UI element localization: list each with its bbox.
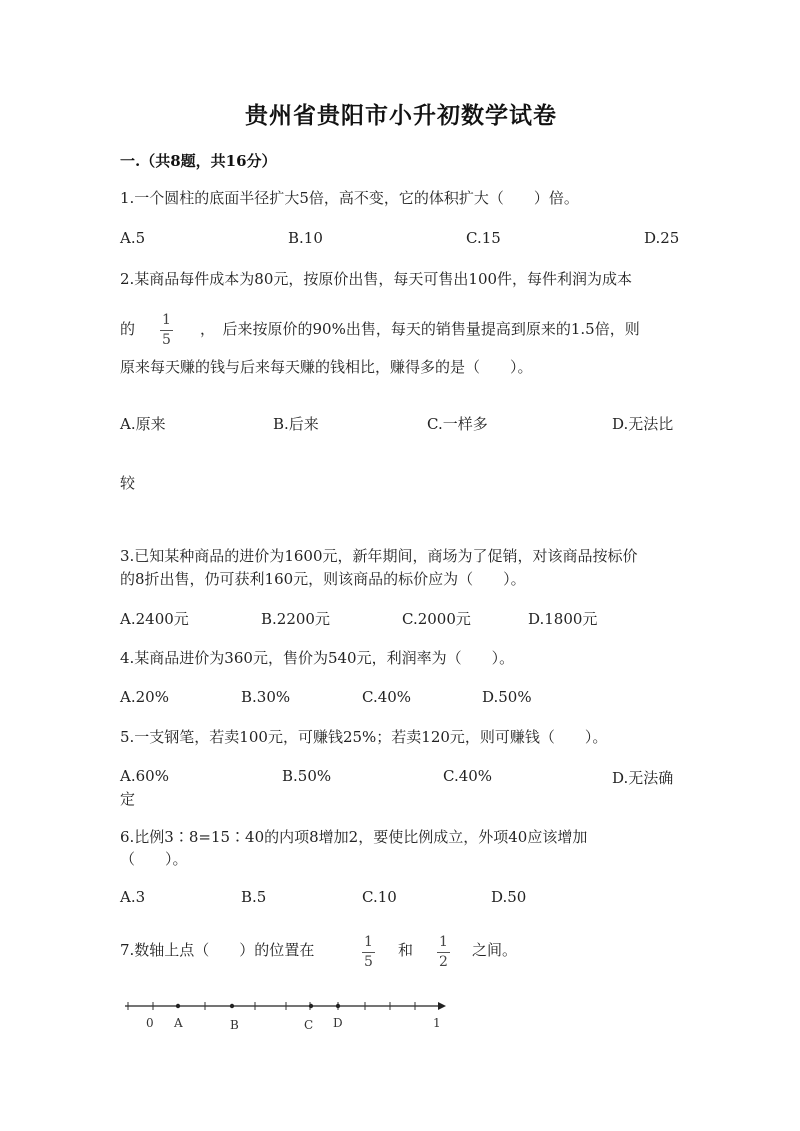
q4-option-c: C.40% — [362, 688, 412, 706]
q3-option-a: A.2400元 — [120, 610, 189, 628]
q2-fraction-denominator: 5 — [162, 332, 171, 348]
page-title: 贵州省贵阳市小升初数学试卷 — [245, 102, 557, 129]
q4-option-b: B.30% — [241, 688, 291, 706]
label-zero: 0 — [146, 1016, 154, 1030]
question-6-line1: 6.比例3∶8=15∶40的内项8增加2，要使比例成立，外项40应该增加 — [120, 828, 588, 846]
q6-option-c: C.10 — [362, 888, 397, 906]
question-1-text: 1.一个圆柱的底面半径扩大5倍，高不变，它的体积扩大（ ）倍。 — [120, 189, 579, 207]
number-line — [120, 990, 460, 1035]
fraction-bar — [437, 952, 450, 953]
question-2-line2-pre: 的 — [120, 320, 136, 338]
label-one: 1 — [433, 1016, 441, 1030]
number-line-arrow — [438, 1002, 446, 1010]
q7-fraction-2 — [437, 934, 450, 971]
question-3-line2: 的8折出售，仍可获利160元，则该商品的标价应为（ ）。 — [120, 570, 526, 588]
question-2-line2-post: ， 后来按原价的90%出售，每天的销售量提高到原来的1.5倍，则 — [200, 320, 640, 338]
q7-fraction-1-numerator: 1 — [364, 934, 373, 950]
q5-option-b: B.50% — [282, 767, 332, 785]
q2-option-d: D.无法比 — [612, 415, 674, 433]
q3-option-d: D.1800元 — [528, 610, 598, 628]
q7-fraction-2-denominator: 2 — [439, 954, 448, 970]
question-4-text: 4.某商品进价为360元，售价为540元，利润率为（ ）。 — [120, 649, 515, 667]
q4-option-d: D.50% — [482, 688, 532, 706]
point-c-dot — [309, 1004, 313, 1008]
label-d: D — [333, 1016, 343, 1030]
label-b: B — [230, 1018, 239, 1032]
q1-option-a: A.5 — [120, 229, 146, 247]
q6-option-d: D.50 — [491, 888, 527, 906]
question-2-line1: 2.某商品每件成本为80元，按原价出售，每天可售出100件，每件利润为成本 — [120, 270, 633, 288]
label-c: C — [304, 1018, 314, 1032]
question-7-post: 之间。 — [472, 941, 518, 959]
q7-fraction-1 — [362, 934, 375, 971]
q2-fraction — [160, 312, 173, 349]
q7-fraction-1-denominator: 5 — [364, 954, 373, 970]
point-d-dot — [336, 1004, 340, 1008]
q7-fraction-2-numerator: 1 — [439, 934, 448, 950]
point-b-dot — [230, 1004, 234, 1008]
section-heading: 一.（共8题，共16分） — [120, 152, 277, 170]
q1-option-c: C.15 — [466, 229, 501, 247]
q5-option-c: C.40% — [443, 767, 493, 785]
question-3-line1: 3.已知某种商品的进价为1600元，新年期间，商场为了促销，对该商品按标价 — [120, 547, 638, 565]
question-7-mid: 和 — [398, 941, 414, 959]
q2-option-d-wrap: 较 — [120, 474, 136, 492]
q5-option-d: D.无法确 — [612, 769, 674, 787]
question-2-line3: 原来每天赚的钱与后来每天赚的钱相比，赚得多的是（ ）。 — [120, 358, 533, 376]
q5-option-d-wrap: 定 — [120, 790, 136, 808]
fraction-bar — [362, 952, 375, 953]
fraction-bar — [160, 330, 173, 331]
q2-option-a: A.原来 — [120, 415, 166, 433]
q4-option-a: A.20% — [120, 688, 169, 706]
point-a-dot — [176, 1004, 180, 1008]
question-5-text: 5.一支钢笔，若卖100元，可赚钱25%；若卖120元，则可赚钱（ ）。 — [120, 728, 608, 746]
q6-option-b: B.5 — [241, 888, 267, 906]
q3-option-b: B.2200元 — [261, 610, 330, 628]
q1-option-d: D.25 — [644, 229, 680, 247]
question-7-pre: 7.数轴上点（ ）的位置在 — [120, 941, 315, 959]
q6-option-a: A.3 — [120, 888, 146, 906]
label-a: A — [174, 1016, 183, 1030]
q5-option-a: A.60% — [120, 767, 169, 785]
q2-fraction-numerator: 1 — [162, 312, 171, 328]
q1-option-b: B.10 — [288, 229, 323, 247]
q2-option-b: B.后来 — [273, 415, 319, 433]
q2-option-c: C.一样多 — [427, 415, 488, 433]
q3-option-c: C.2000元 — [402, 610, 471, 628]
question-6-line2: （ ）。 — [120, 850, 188, 868]
